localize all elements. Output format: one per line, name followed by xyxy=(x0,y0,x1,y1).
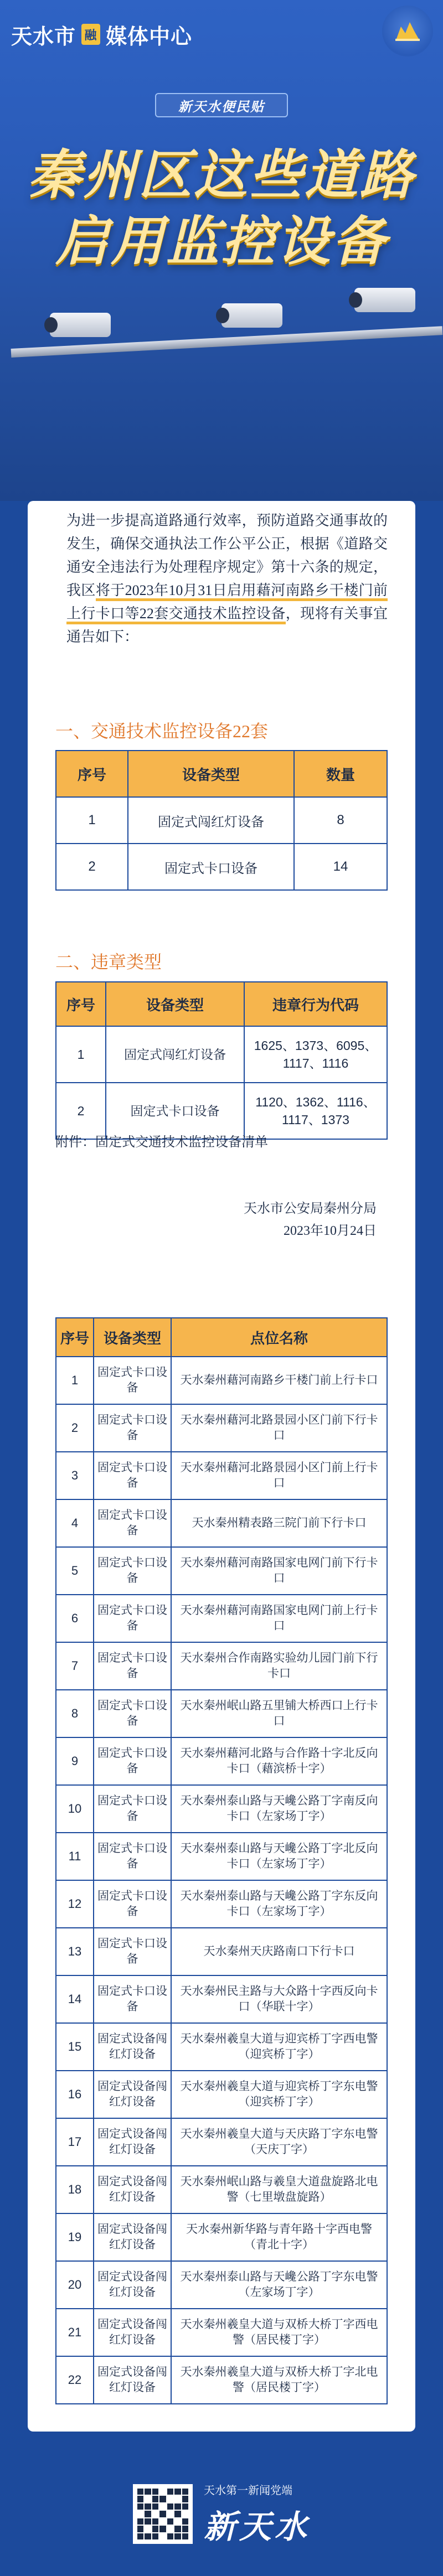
brand-logo xyxy=(11,19,192,50)
cell-index: 5 xyxy=(56,1547,94,1595)
cell-type: 固定式设备闯红灯设备 xyxy=(94,2261,171,2309)
col-header-type: 设备类型 xyxy=(106,982,244,1026)
table-header-row xyxy=(56,1318,387,1357)
cell-index: 20 xyxy=(56,2261,94,2309)
cell-type: 固定式卡口设备 xyxy=(106,1083,244,1139)
table-row xyxy=(56,2309,387,2356)
cell-index: 10 xyxy=(56,1785,94,1833)
table-row xyxy=(56,1833,387,1880)
cell-index: 15 xyxy=(56,2023,94,2071)
table-row xyxy=(56,1026,387,1083)
cell-index: 4 xyxy=(56,1499,94,1547)
cell-index: 18 xyxy=(56,2166,94,2213)
cell-index: 1 xyxy=(56,1357,94,1404)
signature-org: 天水市公安局秦州分局 xyxy=(244,1202,377,1216)
cell-location: 天水秦州羲皇大道与天庆路丁字东电警（天庆丁字） xyxy=(171,2118,387,2166)
table-row xyxy=(56,1975,387,2023)
brand-left-text: 天水市 xyxy=(11,25,76,49)
hero-banner xyxy=(0,0,443,501)
col-header-index: 序号 xyxy=(56,751,128,797)
cell-location: 天水秦州藉河北路景园小区门前上行卡口 xyxy=(171,1452,387,1499)
intro-paragraph xyxy=(66,509,388,649)
table-row xyxy=(56,1404,387,1452)
cell-index: 2 xyxy=(56,844,128,890)
table-row xyxy=(56,1595,387,1642)
table-row xyxy=(56,1499,387,1547)
table-row xyxy=(56,2261,387,2309)
cell-location: 天水秦州泰山路与天巉公路丁字东电警（左家场丁字） xyxy=(171,2261,387,2309)
col-header-type: 设备类型 xyxy=(94,1318,171,1357)
cell-index: 6 xyxy=(56,1595,94,1642)
table-row xyxy=(56,2023,387,2071)
brand-badge: 融 xyxy=(81,24,100,45)
table-row xyxy=(56,1928,387,1975)
cell-type: 固定式卡口设备 xyxy=(128,844,294,890)
intro-highlight: 将于2023年10月31日启用藉河南路乡干楼门前上行卡口等22套交通技术监控设备 xyxy=(66,582,388,624)
cell-index: 13 xyxy=(56,1928,94,1975)
table-row xyxy=(56,1642,387,1690)
cell-location: 天水秦州藉河南路国家电网门前下行卡口 xyxy=(171,1547,387,1595)
cell-location: 天水秦州泰山路与天巉公路丁字南反向卡口（左家场丁字） xyxy=(171,1785,387,1833)
col-header-index: 序号 xyxy=(56,1318,94,1357)
cell-location: 天水秦州藉河北路与合作路十字北反向卡口（藉滨桥十字） xyxy=(171,1737,387,1785)
cell-location: 天水秦州藉河北路景园小区门前下行卡口 xyxy=(171,1404,387,1452)
table-row xyxy=(56,1357,387,1404)
table-row xyxy=(56,797,387,844)
hero-title-line1: 秦州区这些道路 xyxy=(28,144,415,206)
table-row xyxy=(56,1737,387,1785)
cell-type: 固定式卡口设备 xyxy=(94,1880,171,1928)
cell-type: 固定式设备闯红灯设备 xyxy=(94,2166,171,2213)
col-header-codes: 违章行为代码 xyxy=(244,982,387,1026)
table-header-row xyxy=(56,982,387,1026)
attachment-note: 附件：固定式交通技术监控设备清单 xyxy=(55,1135,268,1150)
intro-text-1: 为进一步提高道路通行效率，预防道路交通事故的发生，确保交通执法工作公平公正，根据《道路交通安全违法行为处理程序规定》第十六条的规定，我区 xyxy=(66,513,388,598)
table-header-row xyxy=(56,751,387,797)
table-row xyxy=(56,2213,387,2261)
violation-type-table xyxy=(55,981,388,1140)
traffic-camera-icon xyxy=(354,288,415,312)
cell-location: 天水秦州天庆路南口下行卡口 xyxy=(171,1928,387,1975)
footer xyxy=(0,2452,443,2576)
cell-type: 固定式卡口设备 xyxy=(94,1357,171,1404)
cell-index: 3 xyxy=(56,1452,94,1499)
cell-type: 固定式闯红灯设备 xyxy=(106,1026,244,1083)
cell-location: 天水秦州民主路与大众路十字西反向卡口（华联十字） xyxy=(171,1975,387,2023)
cell-type: 固定式卡口设备 xyxy=(94,1975,171,2023)
cell-index: 7 xyxy=(56,1642,94,1690)
cell-index: 2 xyxy=(56,1404,94,1452)
cell-codes: 1625、1373、6095、1117、1116 xyxy=(244,1026,387,1083)
cell-type: 固定式卡口设备 xyxy=(94,1404,171,1452)
table-row xyxy=(56,1880,387,1928)
cell-type: 固定式卡口设备 xyxy=(94,1499,171,1547)
cell-type: 固定式设备闯红灯设备 xyxy=(94,2071,171,2118)
cell-index: 9 xyxy=(56,1737,94,1785)
cell-index: 19 xyxy=(56,2213,94,2261)
cell-type: 固定式设备闯红灯设备 xyxy=(94,2118,171,2166)
table-row xyxy=(56,1452,387,1499)
cell-type: 固定式卡口设备 xyxy=(94,1452,171,1499)
cell-count: 8 xyxy=(294,797,387,844)
cell-index: 17 xyxy=(56,2118,94,2166)
traffic-camera-icon xyxy=(50,313,111,337)
cell-index: 22 xyxy=(56,2356,94,2404)
signature-date: 2023年10月24日 xyxy=(284,1224,377,1238)
cell-type: 固定式设备闯红灯设备 xyxy=(94,2309,171,2356)
cell-index: 1 xyxy=(56,1026,106,1083)
cell-location: 天水秦州合作南路实验幼儿园门前下行卡口 xyxy=(171,1642,387,1690)
section2-heading: 二、违章类型 xyxy=(55,952,162,972)
cell-location: 天水秦州新华路与青年路十字西电警（青北十字） xyxy=(171,2213,387,2261)
cell-location: 天水秦州藉河南路乡干楼门前上行卡口 xyxy=(171,1357,387,1404)
cell-type: 固定式卡口设备 xyxy=(94,1690,171,1737)
table-row xyxy=(56,1690,387,1737)
cell-type: 固定式设备闯红灯设备 xyxy=(94,2213,171,2261)
cell-location: 天水秦州羲皇大道与双桥大桥丁字北电警（居民楼丁字） xyxy=(171,2356,387,2404)
cell-index: 16 xyxy=(56,2071,94,2118)
cell-index: 14 xyxy=(56,1975,94,2023)
cell-index: 1 xyxy=(56,797,128,844)
cell-type: 固定式卡口设备 xyxy=(94,1595,171,1642)
cell-location: 天水秦州泰山路与天巉公路丁字北反向卡口（左家场丁字） xyxy=(171,1833,387,1880)
table-row xyxy=(56,844,387,890)
cell-location: 天水秦州羲皇大道与迎宾桥丁字西电警（迎宾桥丁字） xyxy=(171,2023,387,2071)
table-row xyxy=(56,2166,387,2213)
hero-title-line2: 启用监控设备 xyxy=(55,210,388,272)
table-row xyxy=(56,2071,387,2118)
traffic-camera-icon xyxy=(222,303,282,328)
cell-location: 天水秦州泰山路与天巉公路丁字东反向卡口（左家场丁字） xyxy=(171,1880,387,1928)
cell-location: 天水秦州藉河南路国家电网门前上行卡口 xyxy=(171,1595,387,1642)
cell-type: 固定式卡口设备 xyxy=(94,1547,171,1595)
table-row xyxy=(56,1547,387,1595)
device-list-table xyxy=(55,1317,388,2404)
cell-type: 固定式卡口设备 xyxy=(94,1785,171,1833)
kicker-label: 新天水便民贴 xyxy=(155,93,288,117)
section1-heading: 一、交通技术监控设备22套 xyxy=(55,721,269,741)
footer-tagline: 天水第一新闻党端 xyxy=(203,2484,292,2497)
brand-right-text: 媒体中心 xyxy=(106,25,193,49)
cell-index: 21 xyxy=(56,2309,94,2356)
cell-type: 固定式卡口设备 xyxy=(94,1928,171,1975)
cell-type: 固定式卡口设备 xyxy=(94,1833,171,1880)
intro-text-2: ，现将有关事宜通告如下： xyxy=(66,606,388,645)
cell-location: 天水秦州岷山路与羲皇大道盘旋路北电警（七里墩盘旋路） xyxy=(171,2166,387,2213)
device-count-table xyxy=(55,750,388,891)
cell-location: 天水秦州羲皇大道与双桥大桥丁字西电警（居民楼丁字） xyxy=(171,2309,387,2356)
col-header-location: 点位名称 xyxy=(171,1318,387,1357)
cell-location: 天水秦州精表路三院门前下行卡口 xyxy=(171,1499,387,1547)
footer-brand: 新天水 xyxy=(203,2507,310,2546)
cell-type: 固定式闯红灯设备 xyxy=(128,797,294,844)
cell-codes: 1120、1362、1116、1117、1373 xyxy=(244,1083,387,1139)
cell-type: 固定式卡口设备 xyxy=(94,1737,171,1785)
cell-index: 2 xyxy=(56,1083,106,1139)
cell-type: 固定式设备闯红灯设备 xyxy=(94,2356,171,2404)
cell-type: 固定式设备闯红灯设备 xyxy=(94,2023,171,2071)
cell-index: 12 xyxy=(56,1880,94,1928)
cell-count: 14 xyxy=(294,844,387,890)
col-header-index: 序号 xyxy=(56,982,106,1026)
cell-location: 天水秦州羲皇大道与迎宾桥丁字东电警（迎宾桥丁字） xyxy=(171,2071,387,2118)
table-row xyxy=(56,1785,387,1833)
qr-code-icon xyxy=(133,2484,193,2544)
cell-type: 固定式卡口设备 xyxy=(94,1642,171,1690)
footer-text xyxy=(204,2481,310,2547)
cell-location: 天水秦州岷山路五里铺大桥西口上行卡口 xyxy=(171,1690,387,1737)
cell-index: 8 xyxy=(56,1690,94,1737)
col-header-type: 设备类型 xyxy=(128,751,294,797)
corner-emblem-icon xyxy=(382,6,433,56)
col-header-count: 数量 xyxy=(294,751,387,797)
cell-index: 11 xyxy=(56,1833,94,1880)
table-row xyxy=(56,2356,387,2404)
table-row xyxy=(56,2118,387,2166)
